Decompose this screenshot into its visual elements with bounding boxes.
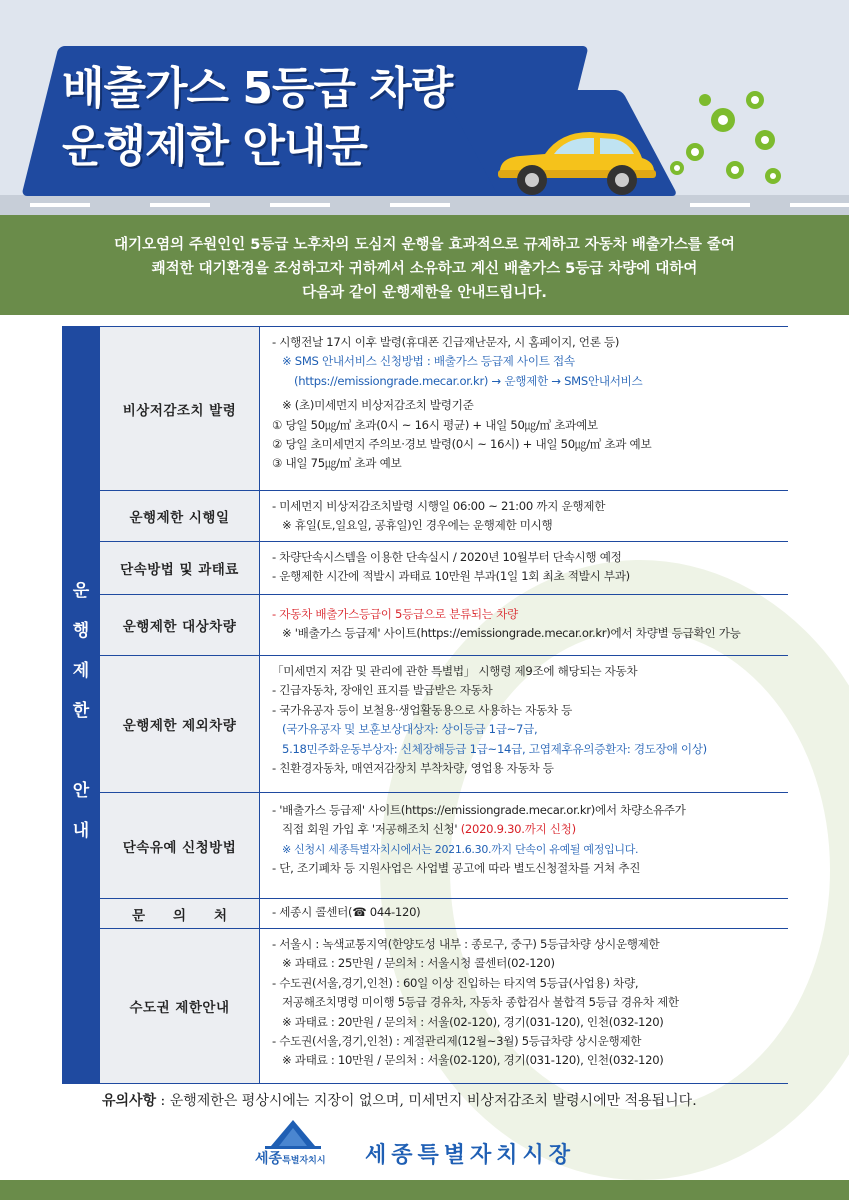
row-line: ② 당일 초미세먼지 주의보·경보 발령(0시 ~ 16시) + 내일 50㎍/㎥ 초과 예보 xyxy=(272,437,652,452)
table-row xyxy=(100,490,788,541)
footer-bar xyxy=(0,1180,849,1200)
table-row xyxy=(100,541,788,594)
row-content xyxy=(272,605,782,644)
row-label: 운행제한 시행일 xyxy=(100,491,260,541)
row-line: - '배출가스 등급제' 사이트(https://emissiongrade.mecar.or.kr)에서 차량소유주가 xyxy=(272,803,686,817)
row-line: 저공해조치명령 미이행 5등급 경유차, 자동차 종합검사 불합격 5등급 경유차 제한 xyxy=(282,995,679,1010)
row-label: 문의처 xyxy=(100,899,260,928)
row-line: ※ SMS 안내서비스 신청방법 : 배출가스 등급제 사이트 접속 xyxy=(282,354,575,369)
table-row xyxy=(100,326,788,490)
logo-city-sub: 특별자치시 xyxy=(282,1156,326,1166)
row-line: - 세종시 콜센터(☎ 044-120) xyxy=(272,905,421,919)
row-line: 직접 회원 가입 후 '저공해조치 신청' xyxy=(282,822,461,837)
row-line: - 친환경자동차, 매연저감장치 부착차량, 영업용 자동차 등 xyxy=(272,761,554,776)
side-label-char: 한 xyxy=(72,701,90,721)
row-line: ※ 휴일(토,일요일, 공휴일)인 경우에는 운행제한 미시행 xyxy=(282,518,553,533)
row-line: - 자동차 배출가스등급이 5등급으로 분류되는 차량 xyxy=(272,607,518,621)
row-line: 「미세먼지 저감 및 관리에 관한 특별법」 시행령 제9조에 해당되는 자동차 xyxy=(272,664,638,678)
row-line: (국가유공자 및 보훈보상대상자: 상이등급 1급~7급, xyxy=(282,722,538,737)
side-label-char: 행 xyxy=(72,621,90,641)
row-label: 운행제한 대상차량 xyxy=(100,595,260,655)
table-rows xyxy=(100,326,788,1084)
row-line: - 시행전날 17시 이후 발령(휴대폰 긴급재난문자, 시 홈페이지, 언론 등) xyxy=(272,335,620,349)
table-row xyxy=(100,792,788,898)
row-line: ※ 신청시 세종특별자치시에서는 2021.6.30.까지 단속이 유예될 예정입니다. xyxy=(282,842,639,856)
table-row xyxy=(100,594,788,655)
road-stripe xyxy=(690,203,750,207)
row-line: ※ 과태료 : 20만원 / 문의처 : 서울(02-120), 경기(031-120), 인천(032-120) xyxy=(282,1014,664,1029)
row-content xyxy=(272,662,782,778)
row-content xyxy=(272,548,782,587)
row-line: - 운행제한 시간에 적발시 과태료 10만원 부과(1일 1회 최초 적발시 부과) xyxy=(272,569,630,584)
row-line: - 국가유공자 등이 보철용·생업활동용으로 사용하는 자동차 등 xyxy=(272,702,573,717)
logo-text xyxy=(255,1148,326,1168)
logo-city: 세종 xyxy=(255,1151,283,1167)
road-stripe xyxy=(150,203,210,207)
road-stripe xyxy=(270,203,330,207)
side-label xyxy=(62,326,100,1084)
row-line: - 차량단속시스템을 이용한 단속실시 / 2020년 10월부터 단속시행 예정 xyxy=(272,550,622,564)
side-label-char: 운 xyxy=(72,581,90,601)
table-row xyxy=(100,655,788,792)
sejong-logo-icon xyxy=(263,1118,323,1150)
row-label: 운행제한 제외차량 xyxy=(100,656,260,792)
road-stripe xyxy=(790,203,849,207)
row-label: 단속방법 및 과태료 xyxy=(100,542,260,594)
intro-band xyxy=(0,215,849,315)
row-line: - 긴급자동차, 장애인 표지를 발급받은 자동차 xyxy=(272,683,493,698)
side-label-char: 안 xyxy=(72,781,90,801)
row-line: ※ 과태료 : 10만원 / 문의처 : 서울(02-120), 경기(031-120), 인천(032-120) xyxy=(282,1053,664,1068)
row-line: - 단, 조기폐차 등 지원사업은 사업별 공고에 따라 별도신청절차를 거쳐 추진 xyxy=(272,861,641,876)
header-banner xyxy=(0,0,849,215)
row-line: - 수도권(서울,경기,인천) : 계절관리제(12월~3월) 5등급차량 상시운행제한 xyxy=(272,1034,642,1049)
row-line: - 미세먼지 비상저감조치발령 시행일 06:00 ~ 21:00 까지 운행제한 xyxy=(272,499,606,513)
notice-text: : 운행제한은 평상시에는 지장이 없으며, 미세먼지 비상저감조치 발령시에만 적용됩니다. xyxy=(156,1093,697,1109)
row-line: (https://emissiongrade.mecar.or.kr) → 운행제한 → SMS안내서비스 xyxy=(294,373,643,388)
car-icon xyxy=(490,120,660,200)
flowers-icon xyxy=(665,80,785,190)
row-label: 단속유예 신청방법 xyxy=(100,793,260,898)
intro-line-3: 다음과 같이 운행제한을 안내드립니다. xyxy=(302,285,547,301)
row-label: 수도권 제한안내 xyxy=(100,929,260,1083)
table-row xyxy=(100,898,788,928)
intro-line-2: 쾌적한 대기환경을 조성하고자 귀하께서 소유하고 계신 배출가스 5등급 차량에 대하여 xyxy=(151,261,698,277)
row-content xyxy=(272,497,782,536)
notice xyxy=(102,1090,802,1110)
title-line-2: 운행제한 안내문 xyxy=(62,121,367,172)
row-content xyxy=(272,903,782,922)
table-row xyxy=(100,928,788,1084)
title-line-1: 배출가스 5등급 차량 xyxy=(62,63,453,114)
road-stripe xyxy=(30,203,90,207)
info-table xyxy=(62,326,788,1084)
row-line: ※ 과태료 : 25만원 / 문의처 : 서울시청 콜센터(02-120) xyxy=(282,956,555,971)
road-stripe xyxy=(390,203,450,207)
row-content xyxy=(272,935,782,1071)
row-line: ① 당일 50㎍/㎥ 초과(0시 ~ 16시 평균) + 내일 50㎍/㎥ 초과예보 xyxy=(272,417,598,432)
row-line: ※ '배출가스 등급제' 사이트(https://emissiongrade.mecar.or.kr)에서 차량별 등급확인 가능 xyxy=(282,626,741,641)
notice-label: 유의사항 xyxy=(102,1093,157,1109)
footer-logo xyxy=(255,1118,615,1174)
intro-line-1: 대기오염의 주원인인 5등급 노후차의 도심지 운행을 효과적으로 규제하고 자동차 배출가스를 줄여 xyxy=(114,237,735,253)
row-line: - 서울시 : 녹색교통지역(한양도성 내부 : 종로구, 중구) 5등급차량 상시운행제한 xyxy=(272,937,660,951)
row-line: - 수도권(서울,경기,인천) : 60일 이상 진입하는 타지역 5등급(사업용) 차량, xyxy=(272,975,639,990)
side-label-char: 제 xyxy=(72,661,90,681)
row-line: 5.18민주화운동부상자: 신체장해등급 1급~14급, 고엽제후유의증환자: 경도장애 이상) xyxy=(282,741,707,756)
deadline-text: (2020.9.30.까지 신청) xyxy=(460,822,576,837)
row-content xyxy=(272,333,782,474)
row-content xyxy=(272,801,782,879)
row-label: 비상저감조치 발령 xyxy=(100,327,260,490)
org-name: 세종특별자치시장 xyxy=(365,1143,576,1168)
row-line: ③ 내일 75㎍/㎥ 초과 예보 xyxy=(272,456,402,471)
row-line: ※ (초)미세먼지 비상저감조치 발령기준 xyxy=(282,398,474,413)
side-label-char: 내 xyxy=(72,821,90,841)
